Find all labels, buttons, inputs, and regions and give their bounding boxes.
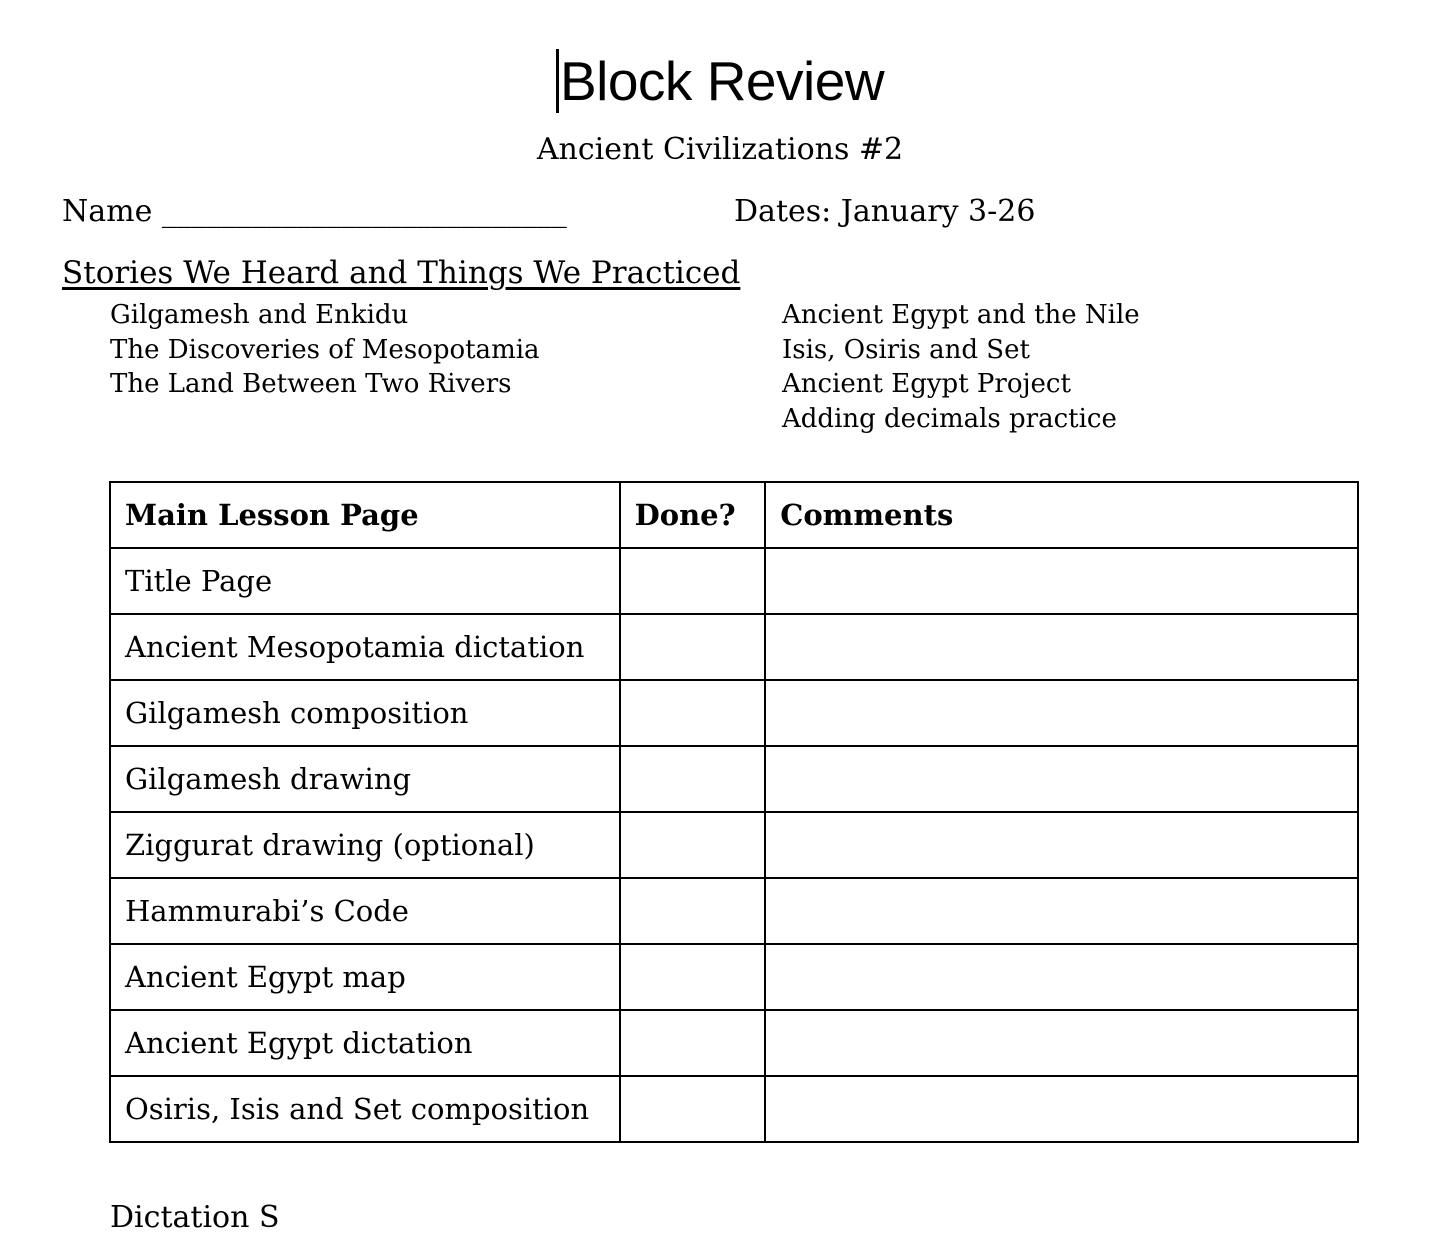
- story-item[interactable]: Ancient Egypt and the Nile: [782, 300, 1140, 330]
- table-row: [110, 1010, 1358, 1076]
- lesson-page-cell[interactable]: Ancient Mesopotamia dictation: [110, 614, 620, 680]
- header-comments[interactable]: Comments: [765, 482, 1358, 548]
- lesson-page-cell[interactable]: Ziggurat drawing (optional): [110, 812, 620, 878]
- lesson-page-cell[interactable]: Hammurabi’s Code: [110, 878, 620, 944]
- table-row: [110, 614, 1358, 680]
- stories-heading[interactable]: Stories We Heard and Things We Practiced: [62, 255, 741, 291]
- lesson-page-cell[interactable]: Title Page: [110, 548, 620, 614]
- done-cell[interactable]: [620, 944, 766, 1010]
- table-row: [110, 944, 1358, 1010]
- lesson-page-cell[interactable]: Ancient Egypt dictation: [110, 1010, 620, 1076]
- story-item[interactable]: The Discoveries of Mesopotamia: [110, 334, 540, 365]
- lesson-page-cell[interactable]: Osiris, Isis and Set composition: [110, 1076, 620, 1142]
- table-row: [110, 548, 1358, 614]
- table-row: [110, 1076, 1358, 1142]
- lesson-page-cell[interactable]: Ancient Egypt map: [110, 944, 620, 1010]
- document-title[interactable]: Block Review: [559, 50, 885, 112]
- stories-list-left: [110, 298, 540, 402]
- lesson-page-cell[interactable]: Gilgamesh composition: [110, 680, 620, 746]
- done-cell[interactable]: [620, 878, 766, 944]
- document-subtitle[interactable]: Ancient Civilizations #2: [536, 132, 904, 167]
- done-cell[interactable]: [620, 746, 766, 812]
- story-item[interactable]: The Land Between Two Rivers: [110, 369, 512, 399]
- comments-cell[interactable]: [765, 746, 1358, 812]
- comments-cell[interactable]: [765, 548, 1358, 614]
- done-cell[interactable]: [620, 680, 766, 746]
- comments-cell[interactable]: [765, 944, 1358, 1010]
- dictation-heading-partial[interactable]: Dictation S: [110, 1200, 280, 1235]
- table-header-row: [110, 482, 1358, 548]
- comments-cell[interactable]: [765, 1076, 1358, 1142]
- done-cell[interactable]: [620, 548, 766, 614]
- done-cell[interactable]: [620, 1010, 766, 1076]
- lesson-table: [109, 481, 1359, 1143]
- text-cursor: [556, 49, 559, 113]
- name-field-line[interactable]: Name ___________________________: [62, 194, 567, 229]
- table-row: [110, 680, 1358, 746]
- table-row: [110, 812, 1358, 878]
- comments-cell[interactable]: [765, 614, 1358, 680]
- comments-cell[interactable]: [765, 680, 1358, 746]
- dates-line[interactable]: Dates: January 3-26: [734, 194, 1036, 229]
- table-row: [110, 878, 1358, 944]
- comments-cell[interactable]: [765, 812, 1358, 878]
- story-item[interactable]: Gilgamesh and Enkidu: [110, 300, 409, 330]
- story-item[interactable]: Adding decimals practice: [782, 403, 1117, 434]
- lesson-page-cell[interactable]: Gilgamesh drawing: [110, 746, 620, 812]
- header-done[interactable]: Done?: [620, 482, 766, 548]
- story-item[interactable]: Isis, Osiris and Set: [782, 334, 1030, 365]
- done-cell[interactable]: [620, 812, 766, 878]
- stories-list-right: [782, 298, 1140, 436]
- document-title-block[interactable]: [0, 48, 1440, 114]
- table-row: [110, 746, 1358, 812]
- done-cell[interactable]: [620, 1076, 766, 1142]
- comments-cell[interactable]: [765, 878, 1358, 944]
- comments-cell[interactable]: [765, 1010, 1358, 1076]
- story-item[interactable]: Ancient Egypt Project: [782, 369, 1071, 399]
- done-cell[interactable]: [620, 614, 766, 680]
- header-main-lesson-page[interactable]: Main Lesson Page: [110, 482, 620, 548]
